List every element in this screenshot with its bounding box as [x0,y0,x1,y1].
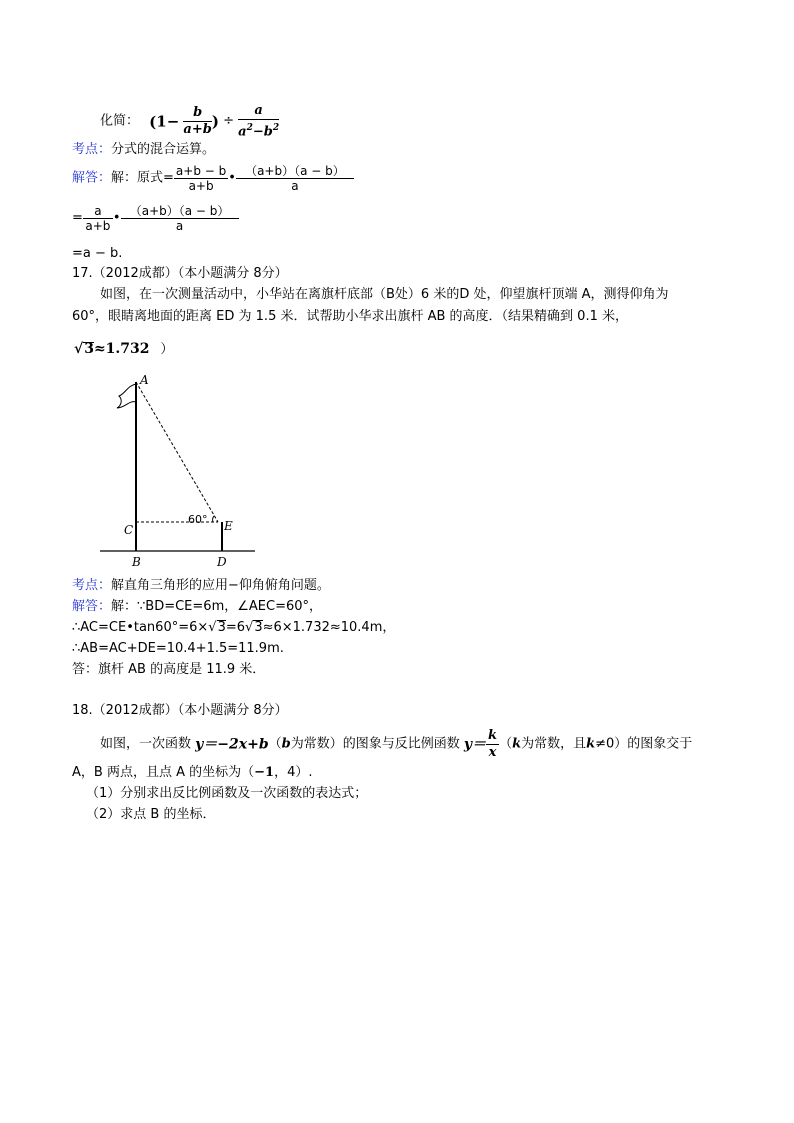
q16-step1-frac2 [236,164,354,193]
q18-bvar: b [281,736,291,752]
q18-kvar: k [512,736,522,752]
q16-paren-close: ) [211,112,219,131]
flagpole-figure [95,370,260,570]
label-E: E [224,519,233,533]
q16-step2-f2-num: （a+b）（a − b） [121,204,239,219]
q16-expression [100,103,279,140]
q17-sol3: ∴AB=AC+DE=10.4+1.5=11.9m. [72,641,284,656]
q16-step1-prefix: 解：原式= [111,170,174,186]
q16-step3: =a − b. [72,246,123,261]
q16-frac1-num: b [183,105,211,122]
q18-kvar2: k [586,736,596,752]
q17-close-paren: ） [160,342,174,357]
q18-l2-a: A，B 两点，且点 A 的坐标为（ [72,765,255,780]
q17-answer: 答：旗杆 AB 的高度是 11.9 米． [72,662,266,677]
q18-l1-b: （ [268,736,282,752]
q16-kaodian-label: 考点： [72,142,112,157]
q16-step2-dot: • [112,210,121,226]
sqrt-symbol-3: √ [245,620,254,635]
q18-x-den: x [488,745,497,760]
q16-step1-f2-num: （a+b）（a − b） [236,164,354,179]
q16-frac2-num: a [238,103,279,120]
q17-header: 17.（2012成都）（本小题满分 8分） [72,266,288,281]
label-A: A [140,373,149,387]
q16-step1-dot: • [228,170,236,186]
q18-l2-b: ，4）. [274,765,313,780]
q17-sol2-a: ∴AC=CE•tan60°=6× [72,620,209,635]
q16-frac2-den-a: a [238,124,247,140]
q16-step2 [72,204,239,233]
q18-line2 [72,765,312,781]
q17-kaodian-label: 考点： [72,578,112,593]
q16-div: ÷ [223,113,234,129]
q16-step1-frac1 [174,164,228,193]
label-C: C [124,523,134,537]
q16-step1 [72,164,354,193]
q16-frac2-den-exp: 2 [246,123,253,133]
q16-frac2-den-exp2: 2 [272,123,280,133]
q16-step2-f1-num: a [83,204,113,219]
q17-kaodian-line [72,578,330,594]
q16-step1-f1-num: a+b − b [175,164,227,178]
q16-minus: − [166,112,180,131]
q18-l1-a: 如图，一次函数 [100,736,192,752]
q17-kaodian-text: 解直角三角形的应用−仰角俯角问题。 [111,578,330,593]
q16-step2-f1-den: a+b [85,219,111,233]
sqrt-symbol-2: √ [208,620,217,635]
q16-jieda-label: 解答： [72,170,112,186]
q18-l1-e: 为常数，且 [521,736,587,752]
line-of-sight [136,382,218,522]
q16-kaodian-line [72,142,215,158]
q17-jieda-label: 解答： [72,599,112,614]
q16-frac1-den: a+b [183,122,212,138]
flag-shape [117,384,136,408]
q17-approx-line [74,338,173,357]
q17-sqrt-radicand: 3 [84,341,94,357]
q18-l1-d: （ [499,736,513,752]
label-B: B [132,555,141,569]
q17-sol2-line [72,620,395,636]
q16-frac-a-over-a2b2 [238,103,279,140]
q16-step2-prefix: = [72,210,83,226]
q18-frac-k-over-x [486,728,499,761]
q16-step1-f1-den: a+b [188,179,214,193]
q16-frac2-den-mid: −b [252,124,273,140]
q17-approx-tail: ≈1.732 [93,341,150,357]
q16-label: 化简： [100,113,140,129]
q18-header: 18.（2012成都）（本小题满分 8分） [72,703,288,718]
q18-k-num: k [488,728,498,743]
q18-eq1: y＝−2x+b [195,736,269,753]
q18-sub1: （1）分别求出反比例函数及一次函数的表达式； [86,786,368,801]
q18-y: y＝ [463,736,487,753]
q18-sub2: （2）求点 B 的坐标． [86,807,216,822]
q17-sol2-r1: 3 [217,620,226,635]
q17-line1: 如图，在一次测量活动中，小华站在离旗杆底部（B处）6 米的D 处，仰望旗杆顶端 A，测得仰角为 [100,287,669,302]
q17-sol2-c: ≈6×1.732≈10.4m， [262,620,396,635]
q18-l1-f: ≠0）的图象交于 [595,736,693,752]
q17-sol1: 解：∵BD=CE=6m，∠AEC=60°， [111,599,322,614]
label-D: D [217,555,227,569]
q17-sol2-r2: 3 [254,620,263,635]
q16-step2-frac2 [121,204,239,233]
q17-sol1-line [72,599,322,615]
q16-kaodian-text: 分式的混合运算。 [111,142,216,157]
q18-neg1: −1 [254,765,275,780]
q17-sol2-b: =6 [225,620,246,635]
q16-paren-open: ( [149,112,157,131]
q16-frac-b-over-apb [183,105,211,138]
q17-line2: 60°，眼睛离地面的距离 ED 为 1.5 米．试帮助小华求出旗杆 AB 的高度．（结果精确到 0.1 米， [72,309,628,324]
angle-arc [213,516,214,522]
q16-one: 1 [156,112,167,131]
q18-l1-c: 为常数）的图象与反比例函数 [290,736,460,752]
q16-step1-f2-den: a [291,179,299,193]
q16-step2-f2-den: a [175,219,184,233]
q18-line1 [100,728,692,761]
sqrt-symbol: √ [74,341,84,357]
angle-label: 60° [188,513,208,526]
q16-step2-frac1 [83,204,113,233]
